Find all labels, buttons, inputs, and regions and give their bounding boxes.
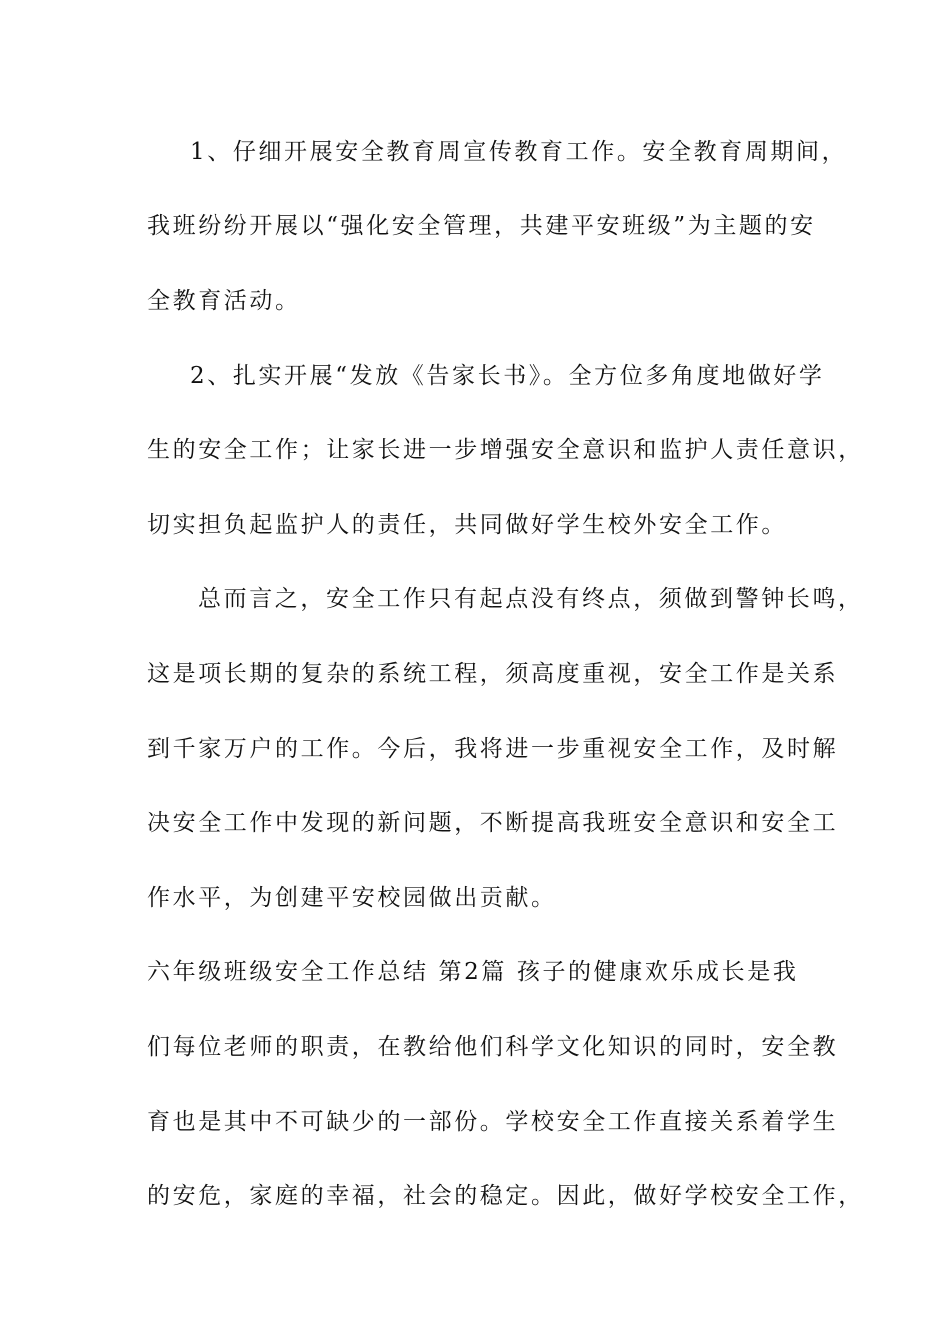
paragraph-4-line-4: 的安危，家庭的幸福，社会的稳定。因此，做好学校安全工作，: [147, 1183, 864, 1209]
paragraph-3-line-5: 作水平，为创建平安校园做出贡献。: [147, 885, 557, 911]
paragraph-2-line-3: 切实担负起监护人的责任，共同做好学生校外安全工作。: [147, 512, 787, 538]
section-title-line: 六年级班级安全工作总结 第2篇 孩子的健康欢乐成长是我: [147, 959, 799, 985]
paragraph-1-line-2: 我班纷纷开展以“强化安全管理，共建平安班级”为主题的安: [147, 213, 816, 239]
paragraph-2-line-1: 2、扎实开展“发放《告家长书》。全方位多角度地做好学: [190, 363, 825, 389]
paragraph-3-line-1: 总而言之，安全工作只有起点没有终点，须做到警钟长鸣，: [198, 586, 864, 612]
paragraph-1-line-1: 1、仔细开展安全教育周宣传教育工作。安全教育周期间，: [190, 139, 848, 165]
paragraph-3-line-4: 决安全工作中发现的新问题，不断提高我班安全意识和安全工: [147, 810, 839, 836]
paragraph-3-line-3: 到千家万户的工作。今后，我将进一步重视安全工作，及时解: [147, 736, 839, 762]
paragraph-1-line-3: 全教育活动。: [147, 288, 301, 314]
paragraph-2-line-2: 生的安全工作；让家长进一步增强安全意识和监护人责任意识，: [147, 437, 864, 463]
paragraph-4-line-2: 们每位老师的职责，在教给他们科学文化知识的同时，安全教: [147, 1034, 839, 1060]
paragraph-4-line-3: 育也是其中不可缺少的一部份。学校安全工作直接关系着学生: [147, 1109, 839, 1135]
paragraph-3-line-2: 这是项长期的复杂的系统工程，须高度重视，安全工作是关系: [147, 661, 839, 687]
